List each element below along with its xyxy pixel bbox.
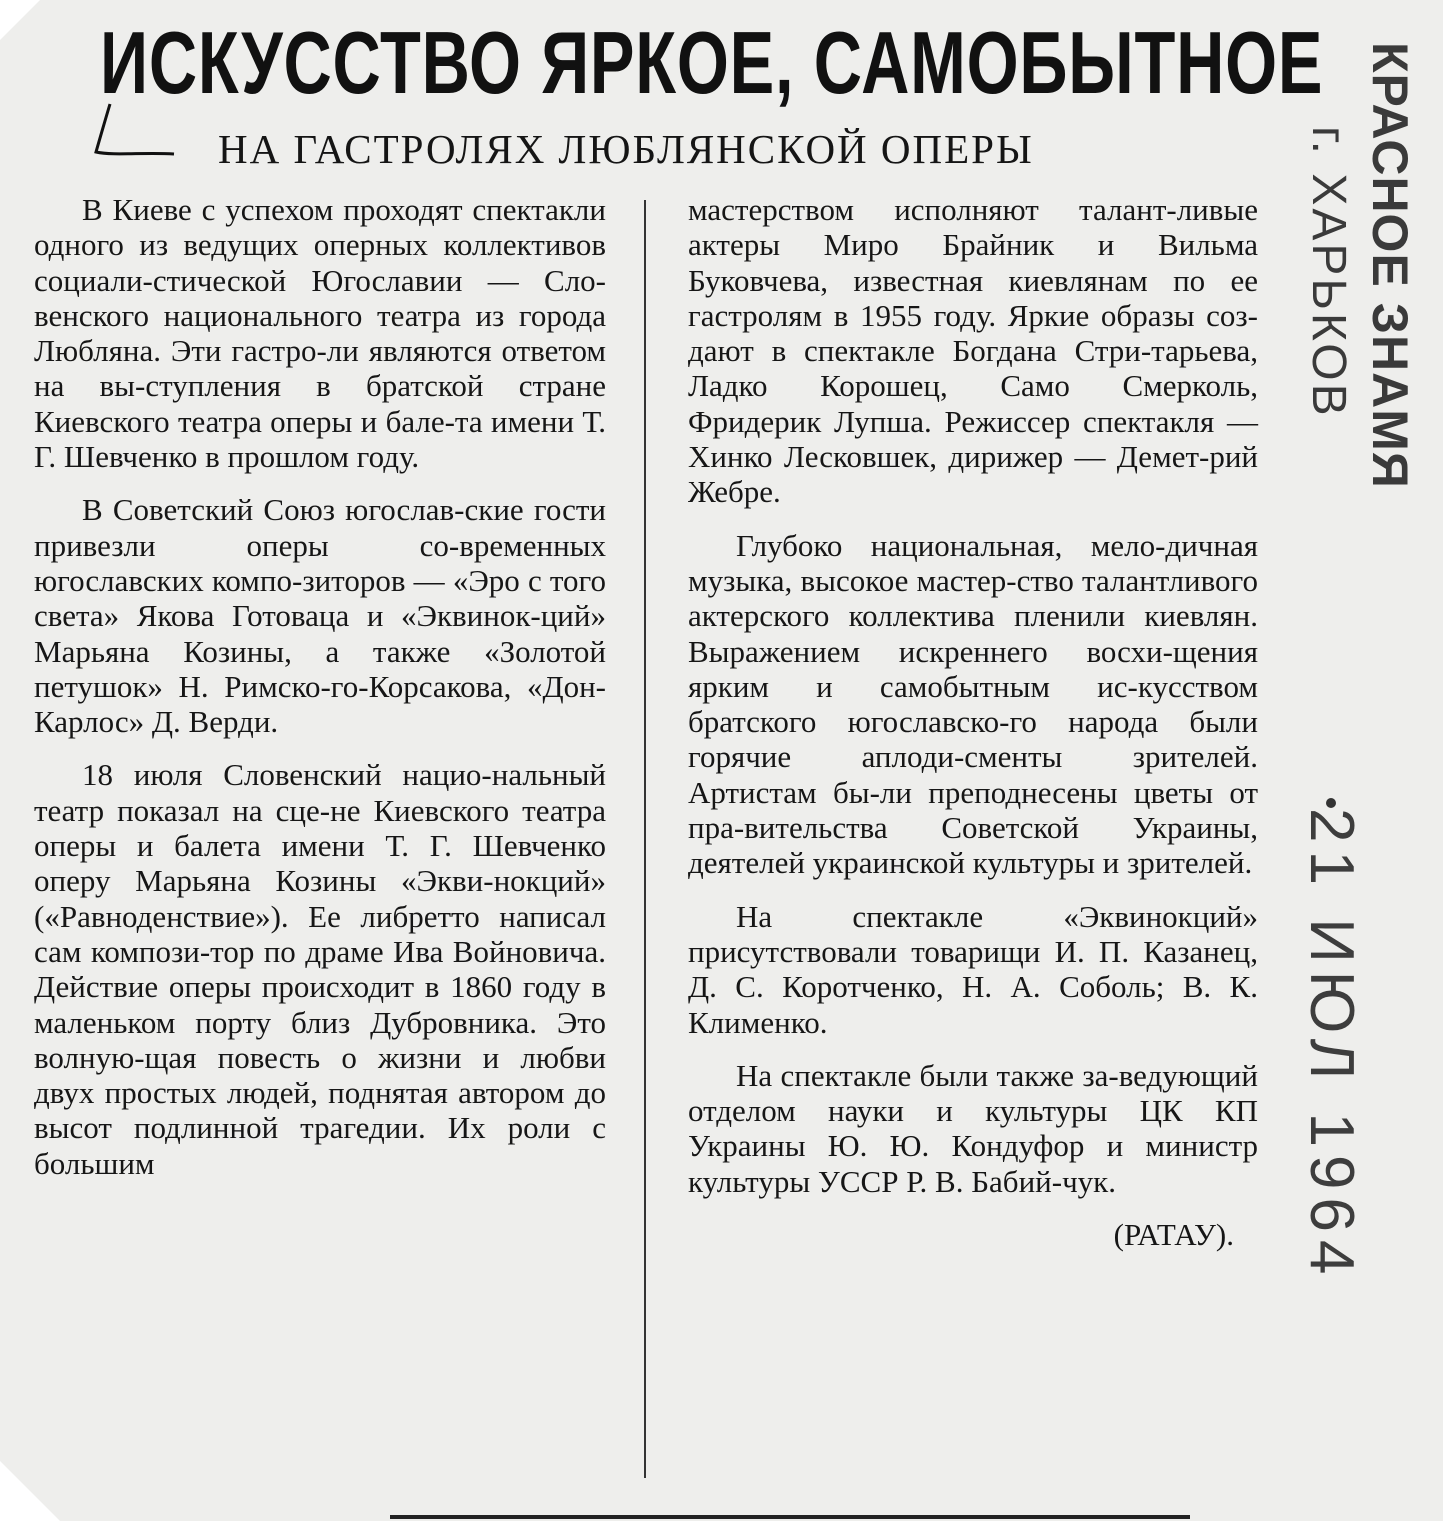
paragraph: На спектакле были также за-ведующий отделом науки и культуры ЦК КП Украины Ю. Ю. Кондуфор и министр культуры УССР Р. В. Бабий-чук. [688,1057,1258,1199]
torn-corner-bottom [0,1461,60,1521]
right-column [688,192,1258,1270]
article-subheadline: НА ГАСТРОЛЯХ ЛЮБЛЯНСКОЙ ОПЕРЫ [218,126,1034,172]
article-headline: ИСКУССТВО ЯРКОЕ, САМОБЫТНОЕ [100,13,1324,112]
left-column [34,192,606,1199]
paragraph: Глубоко национальная, мело-дичная музыка, высокое мастер-ство талантливого актерского коллектива пленили киевлян. Выражением искреннего восхи-щения ярким и самобытным ис-кусством братского югославско-го народа были горячие аплоди-сменты зрителей. Артистам бы-ли преподнесены цветы от пра-вительства Советской Украины, деятелей украинской культуры и зрителей. [688,527,1258,881]
paragraph: В Киеве с успехом проходят спектакли одного из ведущих оперных коллективов социали-стической Югославии — Сло-венского национального театра из города Любляна. Эти гастро-ли являются ответом на вы-ступления в братской стране Киевского театра оперы и бале-та имени Т. Г. Шевченко в прошлом году. [34,192,606,475]
stamp-dot [1326,798,1336,808]
article-signature: (РАТАУ). [1113,1217,1234,1253]
bottom-rule [390,1515,1190,1519]
stamp-city: г. ХАРЬКОВ [1302,126,1355,419]
paragraph: мастерством исполняют талант-ливые актеры Миро Брайник и Вильма Буковчева, известная киевлянам по ее гастролям в 1955 году. Яркие образы соз-дают в спектакле Богдана Стри-тарьева, Ладко Корошец, Само Смерколь, Фридерик Лупша. Режиссер спектакля — Хинко Лесковшек, дирижер — Демет-рий Жебре. [688,192,1258,510]
paragraph: В Советский Союз югослав-ские гости привезли оперы со-временных югославских компо-зиторов — «Эро с того света» Якова Готоваца и «Эквинок-ций» Марьяна Козины, а также «Золотой петушок» Н. Римско-го-Корсакова, «Дон-Карлос» Д. Верди. [34,492,606,740]
torn-corner [0,0,40,40]
paragraph: На спектакле «Эквинокций» присутствовали товарищи И. П. Казанец, Д. С. Коротченко, Н. А. Соболь; В. К. Клименко. [688,898,1258,1040]
paragraph: 18 июля Словенский нацио-нальный театр показал на сце-не Киевского театра оперы и балета имени Т. Г. Шевченко оперу Марьяна Козины «Экви-нокций» («Равноденствие»). Ее либретто написал сам компози-тор по драме Ива Войновича. Действие оперы происходит в 1860 году в маленьком порту близ Дубровника. Это волную-щая повесть о жизни и любви двух простых людей, поднятая автором до высот подлинной трагедии. Их роли с большим [34,757,606,1181]
handwritten-mark [74,94,184,174]
stamp-date: 21 ИЮЛ 1964 [1297,808,1366,1283]
stamp-newspaper-name: КРАСНОЕ ЗНАМЯ [1362,42,1418,489]
column-divider [644,200,646,1478]
